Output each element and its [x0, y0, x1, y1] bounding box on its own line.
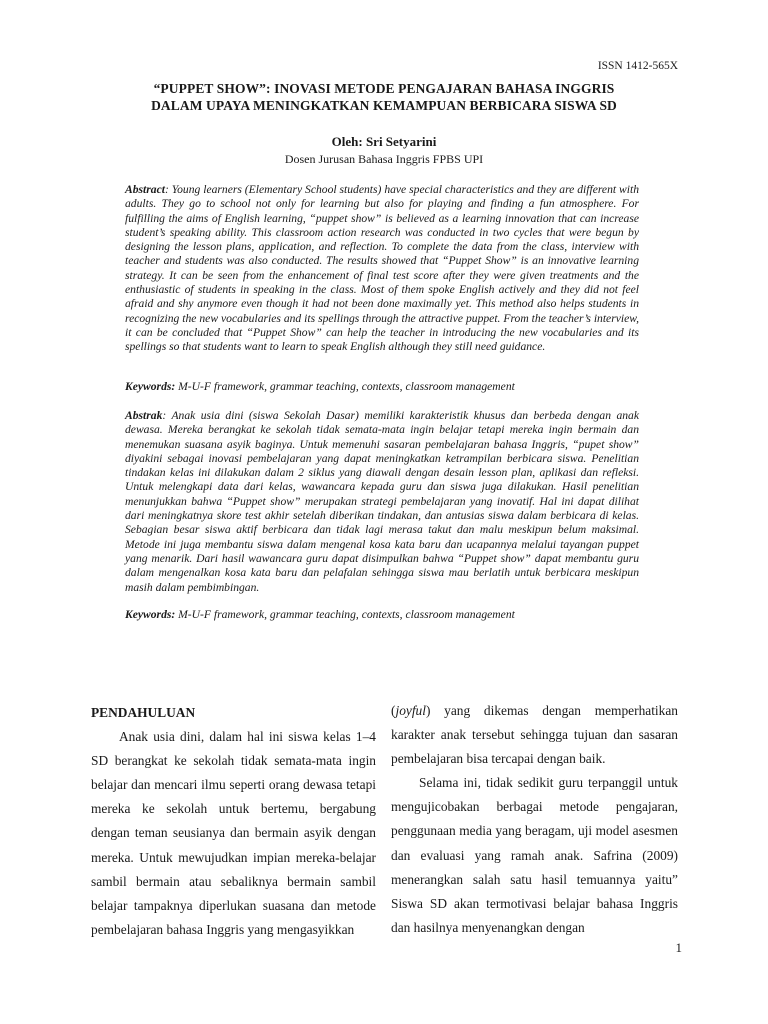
keywords-english	[125, 380, 665, 393]
right-paragraph-1	[391, 699, 678, 771]
section-heading: PENDAHULUAN	[91, 705, 196, 720]
abstract-indonesian-label: Abstrak	[125, 409, 163, 422]
left-column	[91, 701, 376, 942]
joyful-term: joyful	[395, 703, 426, 718]
author-affiliation: Dosen Jurusan Bahasa Inggris FPBS UPI	[284, 152, 484, 166]
title-line-1: “PUPPET SHOW”: INOVASI METODE PENGAJARAN BAHASA INGGRIS	[153, 81, 615, 96]
keywords-english-text: M-U-F framework, grammar teaching, contexts, classroom management	[175, 380, 515, 393]
right-paragraph-2: Selama ini, tidak sedikit guru terpanggil untuk mengujicobakan berbagai metode pengajaran, penggunaan media yang beragam, uji model asesmen dan evaluasi yang ramah anak. Safrina (2009) menerangkan salah satu hasil temuannya yaitu” Siswa SD akan termotivasi belajar bahasa Inggris dan hasilnya menyenangkan dengan	[391, 775, 678, 935]
author-name: Oleh: Sri Setyarini	[331, 134, 437, 149]
intro-paragraph: Anak usia dini, dalam hal ini siswa kelas 1–4 SD berangkat ke sekolah tidak semata-mata ingin belajar dan mencari ilmu seperti orang dewasa tetapi mereka ke sekolah untuk bertemu, bergabung dengan teman seusianya dan bermain asyik dengan mereka. Untuk mewujudkan impian mereka-belajar sambil bermain atau sebaliknya bermain sambil belajar tampaknya diperlukan suasana dan metode pembelajaran bahasa Inggris yang mengasyikkan	[91, 729, 376, 937]
abstract-indonesian	[125, 409, 639, 595]
keywords-indonesian-label: Keywords:	[125, 608, 176, 621]
issn-label: ISSN 1412-565X	[597, 60, 678, 72]
paper-title	[90, 80, 678, 114]
right-column	[391, 699, 678, 940]
abstract-english-label: Abstract	[125, 183, 165, 196]
paragraph-open-paren: (	[391, 703, 396, 718]
title-line-2: DALAM UPAYA MENINGKATKAN KEMAMPUAN BERBICARA SISWA SD	[151, 98, 617, 113]
abstract-english-text: : Young learners (Elementary School students) have special characteristics and they are different with adults. They go to school not only for learning but also for playing and finding a fun atmosphere. For fulfilling the aims of English learning, “puppet show” is believed as a learning innovation that can increase student’s speaking ability. This classroom action research was conducted in two cycles that were begun by designing the lesson plans, application, and reflection. To complete the data from the class, interview with teacher and students was also conducted. The results showed that “Puppet Show” is an innovative learning strategy. It can be seen from the enhancement of final test score after they were given treatments and the enthusiastic of students in speaking in the class. Most of them spoke English actively and they did not feel afraid and shy anymore even though it had not been done maximally yet. This method also helps students in recognizing the new vocabularies and its spellings through the attractive puppet. From the teacher’s interview, it can be concluded that “Puppet Show” can help the teacher in introducing the new vocabularies and its spellings so that students want to learn to speak English although they still need guidance.	[125, 183, 639, 354]
keywords-indonesian	[125, 608, 665, 621]
page-number: 1	[675, 940, 682, 955]
keywords-indonesian-text: M-U-F framework, grammar teaching, contexts, classroom management	[175, 608, 515, 621]
abstract-english	[125, 183, 639, 355]
paragraph-1-text: ) yang dikemas dengan memperhatikan karakter anak tersebut sehingga tujuan dan sasaran pembelajaran bisa tercapai dengan baik.	[391, 703, 678, 767]
keywords-english-label: Keywords:	[125, 380, 176, 393]
abstract-indonesian-text: : Anak usia dini (siswa Sekolah Dasar) memiliki karakteristik khusus dan berbeda dengan anak dewasa. Mereka berangkat ke sekolah tidak semata-mata ingin belajar tetapi mereka ingin bermain dan menemukan suasana asyik baginya. Untuk memenuhi sasaran pembelajaran bahasa Inggris, “pupet show” diyakini sebagai inovasi pembelajaran yang dapat meningkatkan ketrampilan berbicara siswa. Penelitian tindakan kelas ini dilakukan dalam 2 siklus yang diawali dengan desain lesson plan, aplikasi dan refleksi. Untuk melengkapi data dari kelas, wawancara kepada guru dan siswa juga dilakukan. Hasil penelitian menunjukkan bahwa “Puppet show” merupakan strategi pembelajaran yang inovatif. Hal ini dapat dilihat dari meningkatnya skore test akhir setelah diberikan tindakan, dan antusias siswa dalam berbicara di kelas. Sebagian besar siswa aktif berbicara dan tidak lagi merasa takut dan malu meskipun belum maksimal. Metode ini juga membantu siswa dalam mengenal kosa kata baru dan ucapannya melalui tayangan puppet yang menarik. Dari hasil wawancara guru dapat disimpulkan bahwa “Puppet show” dapat membantu guru dalam mengenalkan kosa kata baru dan pelafalan sehingga siswa mau berlatih untuk berbicara meskipun masih dalam pembimbingan.	[125, 409, 639, 594]
